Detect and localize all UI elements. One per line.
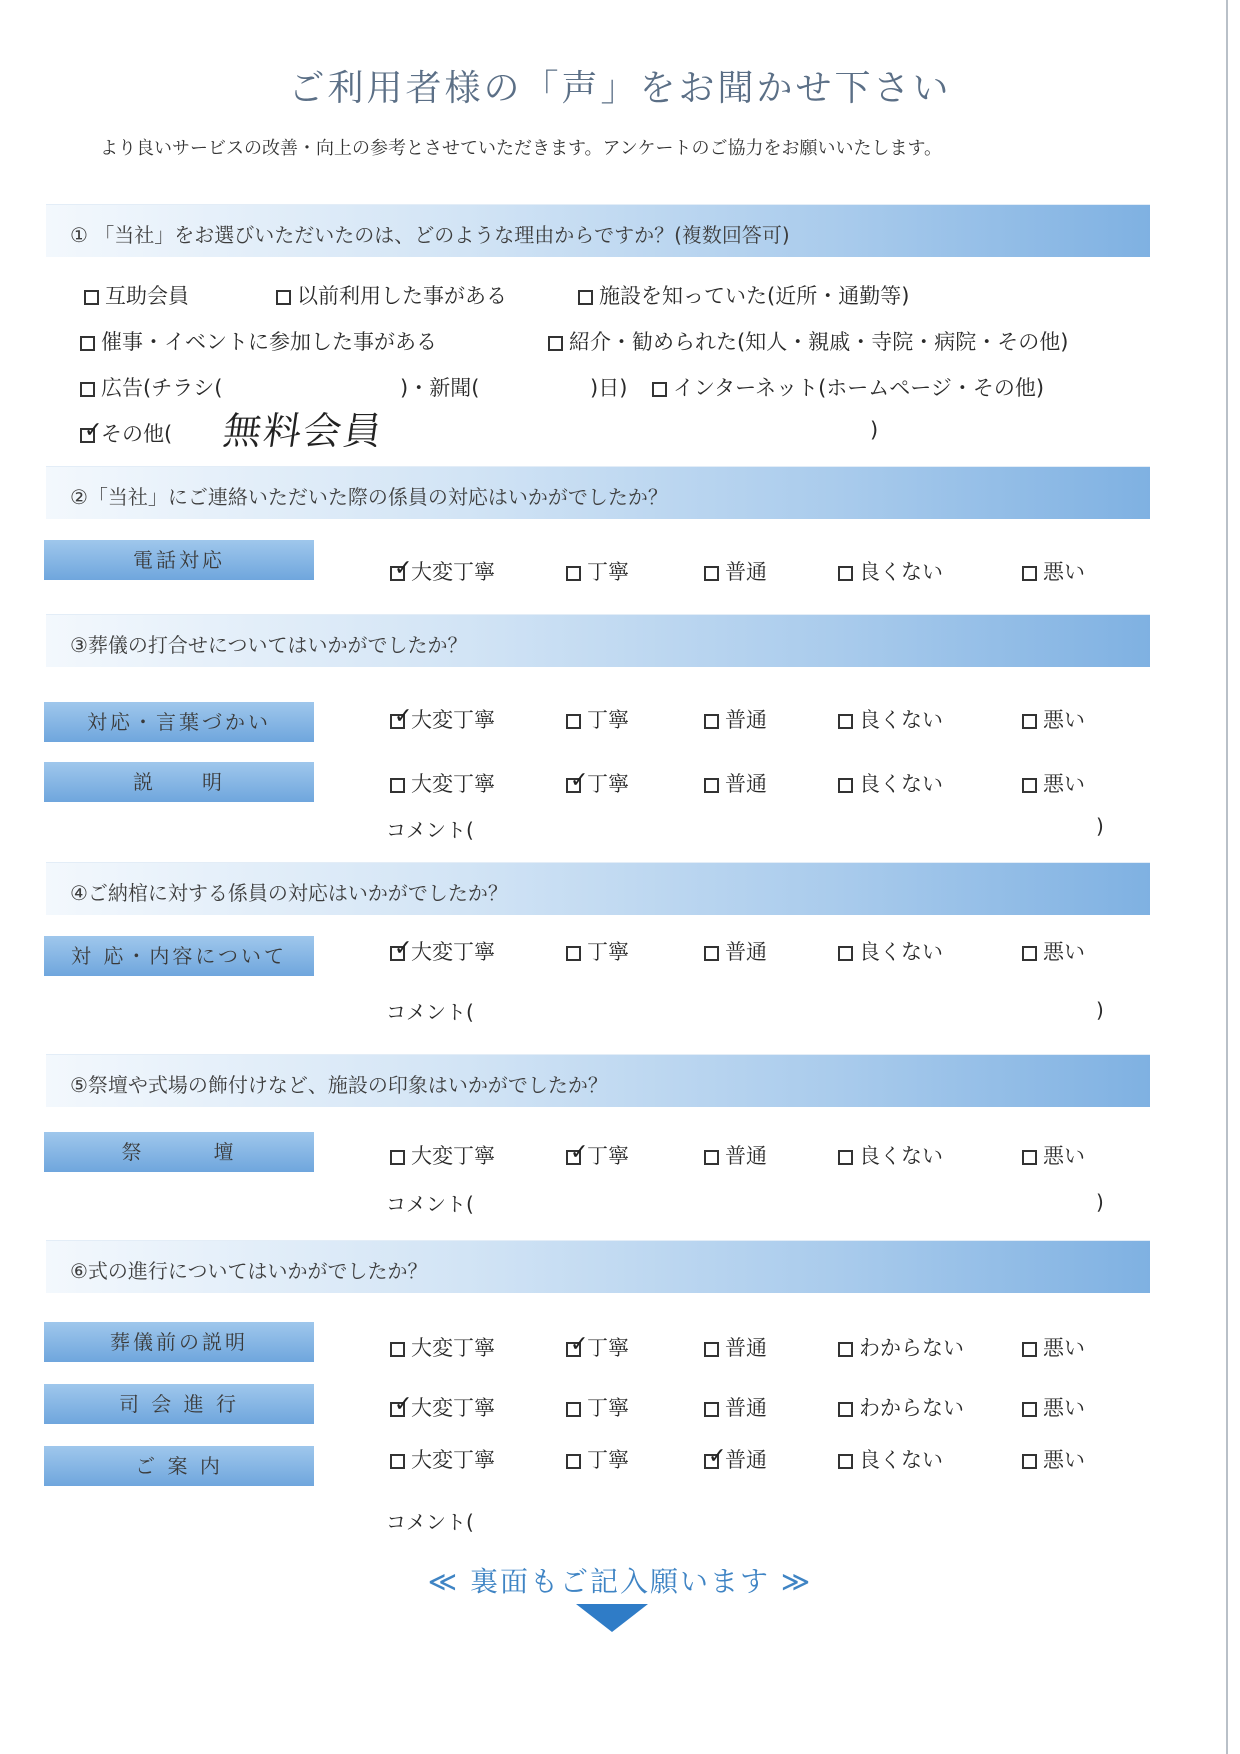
rating-option-label: 大変丁寧 [411,1448,495,1472]
rating-option-label: 普通 [725,940,767,964]
q4-comment-field[interactable] [480,998,1080,1026]
rating-option-label: 普通 [725,560,767,584]
rating-option-bad[interactable] [1022,936,1085,966]
checkbox-icon[interactable] [566,566,581,581]
checkbox-icon[interactable] [838,1454,853,1469]
q5-comment-label: コメント( [386,1192,474,1216]
q1-other-label: その他( [101,422,173,446]
rating-option-bad[interactable] [1022,556,1085,586]
rating-option-normal[interactable] [704,556,767,586]
rating-option-bad[interactable] [1022,1332,1085,1362]
q6-comment-label: コメント( [386,1510,474,1534]
rating-option-very-polite[interactable] [390,556,495,586]
question-1-text: ① 「当社」をお選びいただいたのは、どのような理由からですか？(複数回答可) [70,223,790,247]
rating-option-very-polite[interactable] [390,768,495,798]
item-label-phone: 電話対応 [44,540,314,580]
rating-option-label: 良くない [859,1448,943,1472]
rating-option-bad[interactable] [1022,768,1085,798]
back-side-note: ≪ 裏面もご記入願います ≫ [427,1565,813,1598]
rating-option-label: 丁寧 [587,1144,629,1168]
q1-option-label: 催事・イベントに参加した事がある [101,330,437,354]
rating-option-bad[interactable] [1022,1140,1085,1170]
checkbox-icon[interactable] [390,1150,405,1165]
checkbox-icon[interactable] [566,946,581,961]
question-bar-6 [46,1240,1150,1293]
q4-comment-label: コメント( [386,1000,474,1024]
rating-option-label: 良くない [859,1144,943,1168]
rating-option-normal[interactable] [704,1392,767,1422]
checkbox-icon[interactable] [704,566,719,581]
rating-option-label: 大変丁寧 [411,1396,495,1420]
rating-option-bad[interactable] [1022,704,1085,734]
q6-comment-field[interactable] [480,1508,1080,1536]
checkbox-icon[interactable] [390,1342,405,1357]
rating-option-label: 悪い [1043,1448,1085,1472]
q1-option-used-before[interactable] [276,280,507,310]
rating-option-not-good[interactable] [838,556,943,586]
rating-option-label: わからない [859,1336,964,1360]
checkbox-icon[interactable] [1022,1454,1037,1469]
q1-option-referral[interactable] [548,326,1068,356]
question-bar-3 [46,614,1150,667]
rating-option-polite[interactable] [566,1140,629,1170]
checkbox-icon[interactable] [838,714,853,729]
rating-option-label: 丁寧 [587,1448,629,1472]
checkmark-icon: ✓ [394,936,413,961]
rating-option-label: 丁寧 [587,1336,629,1360]
rating-option-label: 良くない [859,772,943,796]
rating-option-normal[interactable] [704,768,767,798]
checkbox-icon[interactable] [566,1140,589,1165]
q5-comment-field[interactable] [480,1190,1080,1218]
checkbox-icon[interactable] [1022,1342,1037,1357]
checkbox-icon[interactable] [1022,714,1037,729]
rating-option-polite[interactable] [566,1392,629,1422]
rating-option-label: 大変丁寧 [411,940,495,964]
q5-comment-close: ) [1096,1190,1104,1214]
rating-option-label: 悪い [1043,940,1085,964]
question-4-text: ④ご納棺に対する係員の対応はいかがでしたか？ [70,881,508,905]
checkbox-icon[interactable] [390,1392,413,1417]
rating-option-label: 良くない [859,560,943,584]
rating-option-label: 大変丁寧 [411,560,495,584]
checkbox-icon[interactable] [390,778,405,793]
checkbox-icon[interactable] [80,418,103,443]
checkbox-icon[interactable] [80,336,95,351]
checkbox-icon[interactable] [390,704,413,729]
rating-option-normal[interactable] [704,1140,767,1170]
q1-ad-label: 広告(チラシ( [101,376,223,400]
rating-option-label: 普通 [725,708,767,732]
rating-option-polite[interactable] [566,1444,629,1474]
rating-option-polite[interactable] [566,556,629,586]
checkbox-icon[interactable] [566,768,589,793]
checkbox-icon[interactable] [838,566,853,581]
rating-option-label: 普通 [725,772,767,796]
checkbox-icon[interactable] [704,1150,719,1165]
rating-option-normal[interactable] [704,1332,767,1362]
rating-option-label: 大変丁寧 [411,1144,495,1168]
q3-comment-label: コメント( [386,818,474,842]
rating-option-label: 丁寧 [587,940,629,964]
item-label-wording: 対応・言葉づかい [44,702,314,742]
checkbox-icon[interactable] [390,1454,405,1469]
rating-option-label: 丁寧 [587,708,629,732]
rating-option-label: 大変丁寧 [411,772,495,796]
rating-option-not-good[interactable] [838,1444,943,1474]
checkbox-icon[interactable] [390,936,413,961]
checkbox-icon[interactable] [704,1444,727,1469]
question-bar-4 [46,862,1150,915]
checkmark-icon: ✓ [394,556,413,581]
checkbox-icon[interactable] [704,1342,719,1357]
q1-other-handwritten-answer: 無料会員 [220,409,387,453]
rating-option-normal[interactable] [704,1444,767,1474]
checkbox-icon[interactable] [1022,566,1037,581]
q3-comment-close: ) [1096,814,1104,838]
question-bar-5 [46,1054,1150,1107]
rating-option-not-good[interactable] [838,1332,964,1362]
page-subtitle: より良いサービスの改善・向上の参考とさせていただきます。アンケートのご協力をお願いいたします。 [100,138,943,159]
q4-comment-close: ) [1096,998,1104,1022]
q1-day-label: )日) [590,376,628,400]
rating-option-label: 良くない [859,708,943,732]
checkbox-icon[interactable] [1022,1150,1037,1165]
rating-option-very-polite[interactable] [390,1332,495,1362]
q1-option-advertisement[interactable] [80,372,222,402]
checkbox-icon[interactable] [838,946,853,961]
checkbox-icon[interactable] [838,1342,853,1357]
rating-option-very-polite[interactable] [390,1444,495,1474]
item-label-mc: 司 会 進 行 [44,1384,314,1424]
checkbox-icon[interactable] [1022,778,1037,793]
question-2-text: ②「当社」にご連絡いただいた際の係員の対応はいかがでしたか？ [70,485,668,509]
rating-option-label: 大変丁寧 [411,1336,495,1360]
checkbox-icon[interactable] [704,714,719,729]
rating-option-not-good[interactable] [838,1140,943,1170]
checkbox-icon[interactable] [704,946,719,961]
checkmark-icon: ✓ [394,704,413,729]
item-label-pre-explanation: 葬儀前の説明 [44,1322,314,1362]
q1-option-label: 施設を知っていた(近所・通勤等) [599,284,910,308]
q1-newspaper-label: )・新聞( [400,376,480,400]
checkmark-icon: ✓ [84,418,103,443]
rating-option-not-good[interactable] [838,768,943,798]
rating-option-label: 悪い [1043,772,1085,796]
q1-option-internet[interactable] [652,372,1044,402]
checkbox-icon[interactable] [390,556,413,581]
rating-option-polite[interactable] [566,704,629,734]
rating-option-label: 良くない [859,940,943,964]
checkbox-icon[interactable] [704,1402,719,1417]
arrow-down-icon [576,1604,648,1632]
q1-option-event[interactable] [80,326,437,356]
rating-option-bad[interactable] [1022,1392,1085,1422]
rating-option-very-polite[interactable] [390,936,495,966]
rating-option-very-polite[interactable] [390,1140,495,1170]
checkbox-icon[interactable] [1022,946,1037,961]
checkmark-icon: ✓ [570,1332,589,1357]
rating-option-polite[interactable] [566,1332,629,1362]
checkmark-icon: ✓ [570,768,589,793]
checkmark-icon: ✓ [708,1444,727,1469]
checkbox-icon[interactable] [80,382,95,397]
checkbox-icon[interactable] [652,382,667,397]
q1-option-label: 以前利用した事がある [297,284,507,308]
rating-option-label: 大変丁寧 [411,708,495,732]
rating-option-label: わからない [859,1396,964,1420]
checkbox-icon[interactable] [276,290,291,305]
rating-option-label: 丁寧 [587,560,629,584]
item-label-guidance: ご 案 内 [44,1446,314,1486]
checkbox-icon[interactable] [566,1402,581,1417]
checkbox-icon[interactable] [838,1150,853,1165]
question-5-text: ⑤祭壇や式場の飾付けなど、施設の印象はいかがでしたか？ [70,1073,608,1097]
rating-option-label: 普通 [725,1336,767,1360]
rating-option-not-good[interactable] [838,936,943,966]
q1-option-label: 互助会員 [105,284,189,308]
checkbox-icon[interactable] [548,336,563,351]
rating-option-polite[interactable] [566,936,629,966]
rating-option-label: 普通 [725,1448,767,1472]
rating-option-very-polite[interactable] [390,704,495,734]
q1-option-label: 紹介・勧められた(知人・親戚・寺院・病院・その他) [569,330,1069,354]
rating-option-bad[interactable] [1022,1444,1085,1474]
item-label-explanation: 説 明 [44,762,314,802]
checkbox-icon[interactable] [566,1332,589,1357]
checkbox-icon[interactable] [566,714,581,729]
rating-option-label: 普通 [725,1144,767,1168]
rating-option-label: 丁寧 [587,772,629,796]
question-bar-2 [46,466,1150,519]
checkbox-icon[interactable] [838,1402,853,1417]
question-6-text: ⑥式の進行についてはいかがでしたか？ [70,1259,428,1283]
q3-comment-field[interactable] [480,816,1080,844]
rating-option-not-good[interactable] [838,704,943,734]
q1-option-other[interactable] [80,418,172,448]
rating-option-label: 悪い [1043,1396,1085,1420]
item-label-altar: 祭 壇 [44,1132,314,1172]
rating-option-label: 丁寧 [587,1396,629,1420]
rating-option-polite[interactable] [566,768,629,798]
page-title: ご利用者様の「声」をお聞かせ下さい [288,68,952,109]
q1-option-mutual-aid[interactable] [84,280,189,310]
rating-option-label: 普通 [725,1396,767,1420]
rating-option-normal[interactable] [704,936,767,966]
checkbox-icon[interactable] [704,778,719,793]
checkbox-icon[interactable] [838,778,853,793]
q1-option-knew-facility[interactable] [578,280,909,310]
rating-option-not-good[interactable] [838,1392,964,1422]
rating-option-label: 悪い [1043,560,1085,584]
checkbox-icon[interactable] [566,1454,581,1469]
question-bar-1 [46,204,1150,257]
checkbox-icon[interactable] [84,290,99,305]
checkmark-icon: ✓ [570,1140,589,1165]
rating-option-normal[interactable] [704,704,767,734]
page-edge [1226,0,1228,1754]
item-label-content: 対 応・内容について [44,936,314,976]
checkbox-icon[interactable] [1022,1402,1037,1417]
rating-option-very-polite[interactable] [390,1392,495,1422]
checkbox-icon[interactable] [578,290,593,305]
rating-option-label: 悪い [1043,708,1085,732]
rating-option-label: 悪い [1043,1144,1085,1168]
question-3-text: ③葬儀の打合せについてはいかがでしたか？ [70,633,468,657]
rating-option-label: 悪い [1043,1336,1085,1360]
q1-other-close-paren: ) [870,418,879,442]
checkmark-icon: ✓ [394,1392,413,1417]
q1-option-label: インターネット(ホームページ・その他) [673,376,1045,400]
